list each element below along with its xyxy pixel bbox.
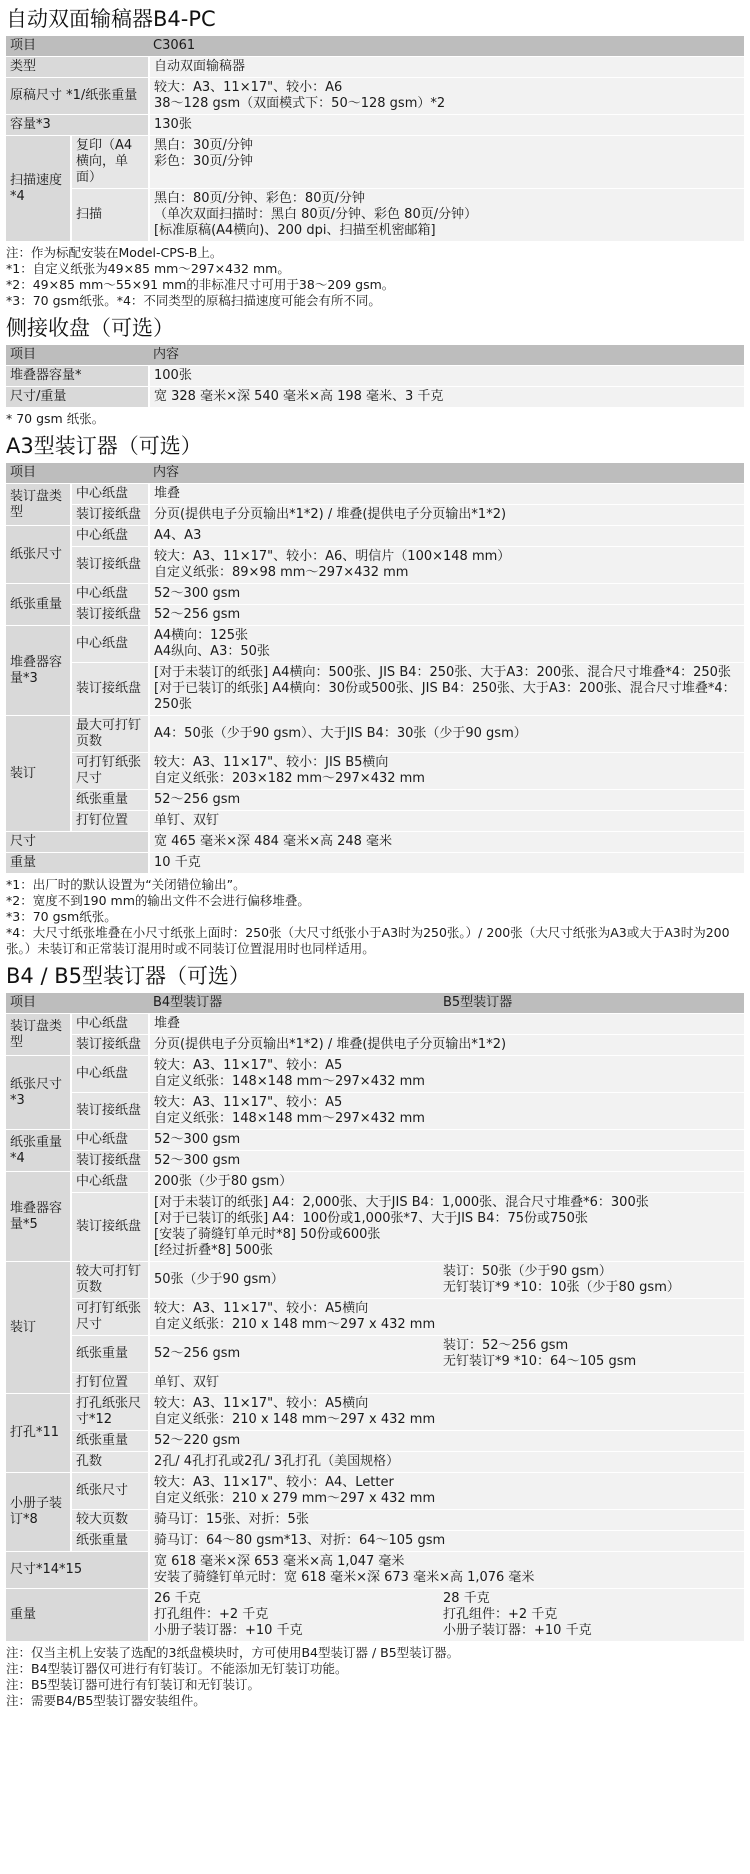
footnotes: * 70 gsm 纸张。: [6, 411, 105, 426]
header-item: 项目: [6, 463, 149, 484]
group-label: 堆叠器容量*5: [6, 1172, 71, 1262]
row-value: [对于未装订的纸张] A4横向：500张、JIS B4：250张、大于A3：200张、混合尺寸堆叠*4：250张 [对于已装订的纸张] A4横向：30份或500张、JIS B4：250张、大于A3：200张、混合尺寸堆叠*4：250张: [149, 663, 744, 716]
header-content: 内容: [149, 463, 744, 484]
row-value: 较大：A3、11×17"、较小：A6、明信片（100×148 mm） 自定义纸张：89×98 mm～297×432 mm: [149, 547, 744, 584]
group-label: 打孔*11: [6, 1394, 71, 1473]
sub-label: 可打钉纸张尺寸: [71, 753, 149, 790]
sub-label: 装订接纸盘: [71, 663, 149, 716]
group-label: 纸张尺寸*3: [6, 1056, 71, 1130]
sub-label: 中心纸盘: [71, 1014, 149, 1035]
table-row: [6, 1299, 744, 1336]
sub-label: 装订接纸盘: [71, 1035, 149, 1056]
section-title: 侧接收盘（可选）: [6, 316, 174, 340]
sub-label: 中心纸盘: [71, 526, 149, 547]
row-label: 尺寸/重量: [6, 387, 149, 408]
sub-label: 中心纸盘: [71, 584, 149, 605]
table-row: [6, 1373, 744, 1394]
sub-label: 打孔纸张尺寸*12: [71, 1394, 149, 1431]
table-row: [6, 57, 744, 78]
row-value: 宽 465 毫米×深 484 毫米×高 248 毫米: [149, 832, 744, 853]
row-value-b5: 装订：52～256 gsm 无钉装订*9 *10：64～105 gsm: [439, 1336, 744, 1373]
table-row: [6, 1262, 744, 1299]
table-row: [6, 753, 744, 790]
spec-table-side-tray: [6, 345, 744, 408]
group-label: 堆叠器容量*3: [6, 626, 71, 716]
sub-label: 孔数: [71, 1452, 149, 1473]
sub-label: 纸张重量: [71, 1336, 149, 1373]
section-b4b5-finisher: [6, 961, 744, 1709]
row-value-b5: 装订：50张（少于90 gsm） 无钉装订*9 *10：10张（少于80 gsm）: [439, 1262, 744, 1299]
row-value: 单钉、双钉: [149, 1373, 744, 1394]
spec-table-b4pc: [6, 36, 744, 136]
table-row: [6, 1130, 744, 1151]
row-value: 宽 328 毫米×深 540 毫米×高 198 毫米、3 千克: [149, 387, 744, 408]
table-row: [6, 1193, 744, 1262]
table-row: [6, 366, 744, 387]
table-row: [6, 853, 744, 874]
sub-label: 打钉位置: [71, 811, 149, 832]
sub-label: 较大页数: [71, 1510, 149, 1531]
sub-label: 扫描: [71, 189, 149, 242]
sub-label: 中心纸盘: [71, 1172, 149, 1193]
group-label: 纸张重量*4: [6, 1130, 71, 1172]
table-row: [6, 484, 744, 505]
row-label: 重量: [6, 1589, 149, 1642]
group-label: 纸张重量: [6, 584, 71, 626]
table-header: [6, 345, 744, 366]
table-row: [6, 716, 744, 753]
section-a3-finisher: [6, 431, 744, 957]
row-label: 重量: [6, 853, 149, 874]
group-label: 小册子装订*8: [6, 1473, 71, 1552]
row-label: 原稿尺寸 *1/纸张重量: [6, 78, 149, 115]
row-value: 较大：A3、11×17"、较小：A5 自定义纸张：148×148 mm～297×432 mm: [149, 1056, 744, 1093]
table-header: [6, 993, 744, 1014]
footnotes: 注：作为标配安装在Model-CPS-B上。 *1：自定义纸张为49×85 mm～297×432 mm。 *2：49×85 mm～55×91 mm的非标准尺寸可用于38～209 gsm。 *3：70 gsm纸张。*4：不同类型的原稿扫描速度可能会有所不同。: [6, 245, 395, 308]
row-value: 分页(提供电子分页输出*1*2) / 堆叠(提供电子分页输出*1*2): [149, 505, 744, 526]
sub-label: 装订接纸盘: [71, 1151, 149, 1172]
row-label: 尺寸: [6, 832, 149, 853]
group-label: 装订盘类型: [6, 1014, 71, 1056]
row-value: 较大：A3、11×17"、较小：A6 38～128 gsm（双面模式下：50～128 gsm）*2: [149, 78, 744, 115]
row-value-b4: 52～256 gsm: [149, 1336, 439, 1373]
table-row: [6, 505, 744, 526]
group-label: 装订: [6, 1262, 71, 1394]
group-label: 纸张尺寸: [6, 526, 71, 584]
section-side-tray: [6, 313, 744, 427]
spec-table-b4b5-finisher: [6, 993, 744, 1642]
sub-label: 装订接纸盘: [71, 1093, 149, 1130]
row-value: 200张（少于80 gsm）: [149, 1172, 744, 1193]
table-row: [6, 189, 744, 242]
row-value: 堆叠: [149, 484, 744, 505]
table-row: [6, 1431, 744, 1452]
row-value: 较大：A3、11×17"、较小：A4、Letter 自定义纸张：210 x 279 mm～297 x 432 mm: [149, 1473, 744, 1510]
sub-label: 复印（A4横向，单面）: [71, 136, 149, 189]
group-label: 装订: [6, 716, 71, 832]
row-label: 尺寸*14*15: [6, 1552, 149, 1589]
row-value: 10 千克: [149, 853, 744, 874]
row-value: 自动双面输稿器: [149, 57, 744, 78]
header-b5: B5型装订器: [439, 993, 744, 1014]
table-row: [6, 1172, 744, 1193]
row-label: 堆叠器容量*: [6, 366, 149, 387]
sub-label: 中心纸盘: [71, 626, 149, 663]
row-value: 2孔/ 4孔打孔或2孔/ 3孔打孔（美国规格）: [149, 1452, 744, 1473]
row-value: 骑马订：64～80 gsm*13、对折：64～105 gsm: [149, 1531, 744, 1552]
group-label: 扫描速度*4: [6, 136, 71, 242]
row-value: 较大：A3、11×17"、较小：A5横向 自定义纸张：210 x 148 mm～297 x 432 mm: [149, 1299, 744, 1336]
table-row: [6, 1394, 744, 1431]
table-row: [6, 1552, 744, 1589]
row-value: 较大：A3、11×17"、较小：A5 自定义纸张：148×148 mm～297×432 mm: [149, 1093, 744, 1130]
table-row: [6, 1336, 744, 1373]
section-b4pc: [6, 4, 744, 309]
sub-label: 纸张重量: [71, 1531, 149, 1552]
section-title: A3型装订器（可选）: [6, 434, 202, 458]
row-value-b4: 26 千克 打孔组件：+2 千克 小册子装订器：+10 千克: [149, 1589, 439, 1642]
row-value: 较大：A3、11×17"、较小：A5横向 自定义纸张：210 x 148 mm～297 x 432 mm: [149, 1394, 744, 1431]
table-row: [6, 605, 744, 626]
sub-label: 装订接纸盘: [71, 605, 149, 626]
row-value: A4：50张（少于90 gsm）、大于JIS B4：30张（少于90 gsm）: [149, 716, 744, 753]
table-row: [6, 1056, 744, 1093]
header-item: 项目: [6, 345, 149, 366]
row-value: 单钉、双钉: [149, 811, 744, 832]
row-value: A4横向：125张 A4纵向、A3：50张: [149, 626, 744, 663]
row-value: 分页(提供电子分页输出*1*2) / 堆叠(提供电子分页输出*1*2): [149, 1035, 744, 1056]
group-label: 装订盘类型: [6, 484, 71, 526]
footnotes: *1：出厂时的默认设置为“关闭错位输出”。 *2：宽度不到190 mm的输出文件不会进行偏移堆叠。 *3：70 gsm纸张。 *4：大尺寸纸张堆叠在小尺寸纸张上面时：250张（大尺寸纸张小于A3时为250张。）/ 200张（大尺寸纸张为A3或大于A3时为200张。）未装订和正常装订混用时或不同装订位置混用时也同样适用。: [6, 877, 730, 956]
row-label: 类型: [6, 57, 149, 78]
sub-label: 最大可打钉页数: [71, 716, 149, 753]
sub-label: 装订接纸盘: [71, 505, 149, 526]
table-row: [6, 136, 744, 189]
table-row: [6, 78, 744, 115]
row-value: 52～300 gsm: [149, 1130, 744, 1151]
sub-label: 可打钉纸张尺寸: [71, 1299, 149, 1336]
row-label: 容量*3: [6, 115, 149, 136]
table-row: [6, 584, 744, 605]
row-value: 52～220 gsm: [149, 1431, 744, 1452]
table-header: [6, 463, 744, 484]
row-value: 52～300 gsm: [149, 584, 744, 605]
table-row: [6, 1531, 744, 1552]
row-value: 宽 618 毫米×深 653 毫米×高 1,047 毫米 安装了骑缝钉单元时：宽 618 毫米×深 673 毫米×高 1,076 毫米: [149, 1552, 744, 1589]
sub-label: 中心纸盘: [71, 1130, 149, 1151]
row-value: 骑马订：15张、对折：5张: [149, 1510, 744, 1531]
sub-label: 纸张重量: [71, 790, 149, 811]
scan-speed-table: [6, 136, 744, 242]
row-value: [对于未装订的纸张] A4：2,000张、大于JIS B4：1,000张、混合尺寸堆叠*6：300张 [对于已装订的纸张] A4：100份或1,000张*7、大于JIS B4：75份或750张 [安装了骑缝钉单元时*8] 50份或600张 [经过折叠*8] 500张: [149, 1193, 744, 1262]
table-row: [6, 1151, 744, 1172]
sub-label: 中心纸盘: [71, 484, 149, 505]
sub-label: 打钉位置: [71, 1373, 149, 1394]
sub-label: 纸张尺寸: [71, 1473, 149, 1510]
table-header: [6, 36, 744, 57]
row-value: 堆叠: [149, 1014, 744, 1035]
table-row: [6, 790, 744, 811]
sub-label: 较大可打钉页数: [71, 1262, 149, 1299]
table-row: [6, 811, 744, 832]
table-row: [6, 1014, 744, 1035]
table-row: [6, 526, 744, 547]
table-row: [6, 663, 744, 716]
table-row: [6, 115, 744, 136]
row-value: 52～300 gsm: [149, 1151, 744, 1172]
table-row: [6, 1452, 744, 1473]
table-row: [6, 1589, 744, 1642]
sub-label: 装订接纸盘: [71, 1193, 149, 1262]
row-value-b5: 28 千克 打孔组件：+2 千克 小册子装订器：+10 千克: [439, 1589, 744, 1642]
row-value: 52～256 gsm: [149, 605, 744, 626]
table-row: [6, 832, 744, 853]
section-title: 自动双面输稿器B4-PC: [6, 7, 216, 31]
table-row: [6, 547, 744, 584]
sub-label: 纸张重量: [71, 1431, 149, 1452]
header-model: C3061: [149, 36, 744, 57]
header-content: 内容: [149, 345, 744, 366]
header-b4: B4型装订器: [149, 993, 439, 1014]
row-value: 黑白：80页/分钟、彩色：80页/分钟 （单次双面扫描时：黑白 80页/分钟、彩色 80页/分钟） [标准原稿(A4横向)、200 dpi、扫描至机密邮箱]: [149, 189, 744, 242]
table-row: [6, 1510, 744, 1531]
table-row: [6, 387, 744, 408]
section-title: B4 / B5型装订器（可选）: [6, 964, 250, 988]
row-value-b4: 50张（少于90 gsm）: [149, 1262, 439, 1299]
table-row: [6, 1473, 744, 1510]
row-value: 130张: [149, 115, 744, 136]
row-value: 100张: [149, 366, 744, 387]
row-value: 黑白：30页/分钟 彩色：30页/分钟: [149, 136, 744, 189]
row-value: 较大：A3、11×17"、较小：JIS B5横向 自定义纸张：203×182 mm～297×432 mm: [149, 753, 744, 790]
table-row: [6, 1035, 744, 1056]
table-row: [6, 1093, 744, 1130]
spec-table-a3-finisher: [6, 463, 744, 874]
sub-label: 装订接纸盘: [71, 547, 149, 584]
table-row: [6, 626, 744, 663]
sub-label: 中心纸盘: [71, 1056, 149, 1093]
row-value: 52～256 gsm: [149, 790, 744, 811]
footnotes: 注：仅当主机上安装了选配的3纸盘模块时，方可使用B4型装订器 / B5型装订器。 注：B4型装订器仅可进行有钉装订。不能添加无钉装订功能。 注：B5型装订器可进行有钉装订和无钉装订。 注：需要B4/B5型装订器安装组件。: [6, 1645, 460, 1708]
header-item: 项目: [6, 36, 149, 57]
row-value: A4、A3: [149, 526, 744, 547]
header-item: 项目: [6, 993, 149, 1014]
